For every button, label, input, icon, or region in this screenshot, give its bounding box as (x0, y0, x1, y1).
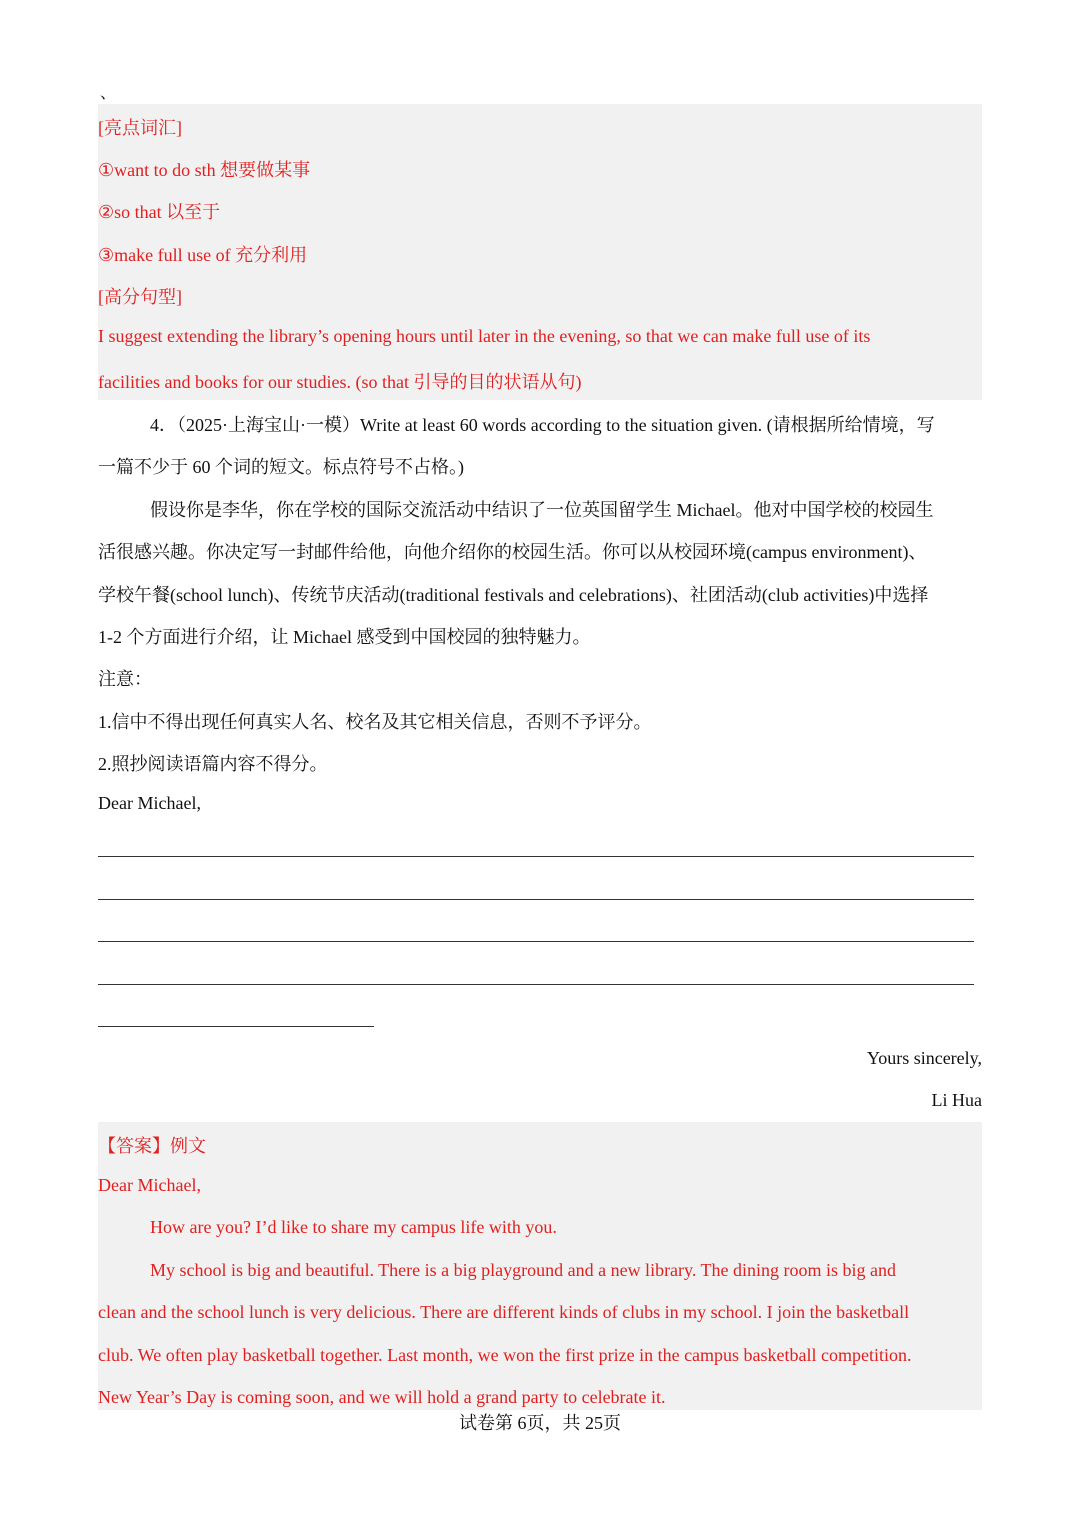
sentence-line-1: I suggest extending the library’s opening hours until later in the evening, so that we can make full use of its (98, 326, 871, 346)
writing-line (98, 856, 974, 857)
answer-line-1: How are you? I’d like to share my campus life with you. (150, 1217, 557, 1237)
vocab-item-3: ③make full use of 充分利用 (98, 245, 308, 265)
writing-line (98, 941, 974, 942)
letter-signature: Li Hua (931, 1090, 982, 1110)
answer-line-3: clean and the school lunch is very delicious. There are different kinds of clubs in my school. I join the basketball (98, 1302, 910, 1322)
vocab-header: [亮点词汇] (98, 118, 182, 138)
note-1: 1.信中不得出现任何真实人名、校名及其它相关信息，否则不予评分。 (98, 712, 652, 732)
writing-line (98, 984, 974, 985)
situation-line-1: 假设你是李华，你在学校的国际交流活动中结识了一位英国留学生 Michael。他对中国学校的校园生 (150, 500, 934, 520)
answer-line-5: New Year’s Day is coming soon, and we will hold a grand party to celebrate it. (98, 1387, 666, 1407)
situation-line-4: 1-2 个方面进行介绍，让 Michael 感受到中国校园的独特魅力。 (98, 627, 591, 647)
answer-label: 【答案】例文 (98, 1136, 206, 1156)
situation-line-2: 活很感兴趣。你决定写一封邮件给他，向他介绍你的校园生活。你可以从校园环境(campus environment)、 (98, 542, 927, 562)
answer-line-2: My school is big and beautiful. There is a big playground and a new library. The dining room is big and (150, 1260, 897, 1280)
notes-header: 注意： (98, 669, 152, 689)
sentence-line-2: facilities and books for our studies. (so that 引导的目的状语从句) (98, 372, 582, 392)
note-2: 2.照抄阅读语篇内容不得分。 (98, 754, 328, 774)
vocab-item-1: ①want to do sth 想要做某事 (98, 160, 311, 180)
letter-closing: Yours sincerely, (867, 1048, 982, 1068)
writing-line-short (98, 1026, 374, 1027)
page-footer: 试卷第 6页，共 25页 (459, 1413, 621, 1433)
writing-line (98, 899, 974, 900)
vocab-item-2: ②so that 以至于 (98, 202, 221, 222)
question-prompt-line-1: 4．（2025·上海宝山·一模）Write at least 60 words according to the situation given. (请根据所给情境，写 (150, 415, 935, 435)
question-prompt-line-2: 一篇不少于 60 个词的短文。标点符号不占格。) (98, 457, 464, 477)
sentence-header: [高分句型] (98, 287, 182, 307)
answer-salutation: Dear Michael, (98, 1175, 201, 1195)
answer-line-4: club. We often play basketball together. Last month, we won the first prize in the campus basketball competition. (98, 1345, 912, 1365)
situation-line-3: 学校午餐(school lunch)、传统节庆活动(traditional festivals and celebrations)、社团活动(club activities)中选择 (98, 585, 929, 605)
stray-mark: 、 (100, 85, 117, 102)
letter-salutation: Dear Michael, (98, 793, 201, 813)
